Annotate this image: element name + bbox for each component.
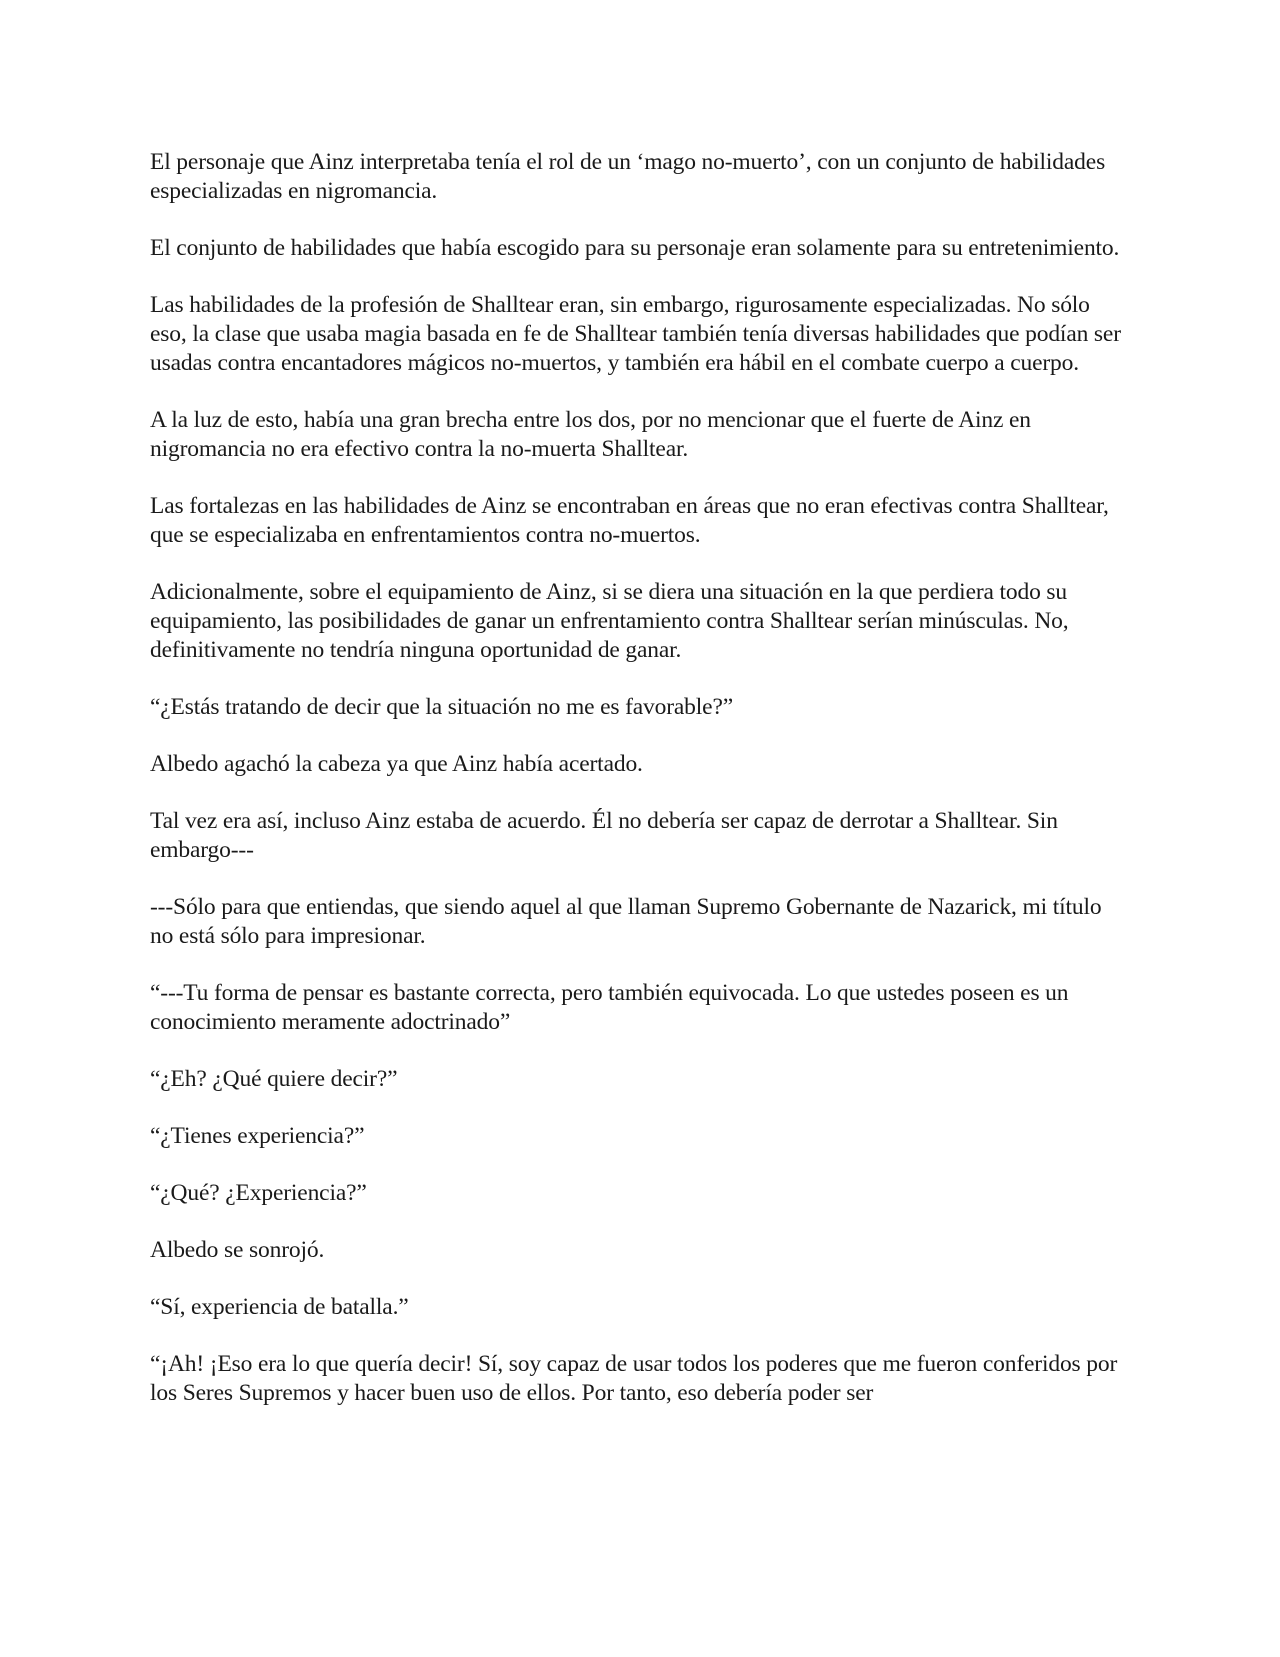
paragraph-8: Albedo agachó la cabeza ya que Ainz había acertado. [150, 751, 643, 777]
paragraph-1: El personaje que Ainz interpretaba tenía el rol de un ‘mago no-muerto’, con un conjunto de habilidades especializadas en nigromancia. [150, 149, 1106, 204]
document-body [150, 148, 1130, 1436]
paragraph-9: Tal vez era así, incluso Ainz estaba de acuerdo. Él no debería ser capaz de derrotar a Shalltear. Sin embargo--- [150, 808, 1058, 863]
paragraph-15: Albedo se sonrojó. [150, 1237, 325, 1263]
paragraph-6: Adicionalmente, sobre el equipamiento de Ainz, si se diera una situación en la que perdiera todo su equipamiento, las posibilidades de ganar un enfrentamiento contra Shalltear serían minúsculas. No, definitivamente no tendría ninguna oportunidad de ganar. [150, 579, 1069, 663]
paragraph-10: ---Sólo para que entiendas, que siendo aquel al que llaman Supremo Gobernante de Nazarick, mi título no está sólo para impresionar. [150, 894, 1102, 949]
paragraph-14: “¿Qué? ¿Experiencia?” [150, 1180, 367, 1206]
paragraph-16: “Sí, experiencia de batalla.” [150, 1294, 409, 1320]
paragraph-17: “¡Ah! ¡Eso era lo que quería decir! Sí, soy capaz de usar todos los poderes que me fueron conferidos por los Seres Supremos y hacer buen uso de ellos. Por tanto, eso debería poder ser [150, 1351, 1118, 1406]
paragraph-12: “¿Eh? ¿Qué quiere decir?” [150, 1066, 398, 1092]
paragraph-7: “¿Estás tratando de decir que la situación no me es favorable?” [150, 694, 734, 720]
paragraph-3: Las habilidades de la profesión de Shalltear eran, sin embargo, rigurosamente especializadas. No sólo eso, la clase que usaba magia basada en fe de Shalltear también tenía diversas habilidades que podían ser usadas contra encantadores mágicos no-muertos, y también era hábil en el combate cuerpo a cuerpo. [150, 292, 1121, 376]
paragraph-5: Las fortalezas en las habilidades de Ainz se encontraban en áreas que no eran efectivas contra Shalltear, que se especializaba en enfrentamientos contra no-muertos. [150, 493, 1109, 548]
paragraph-11: “---Tu forma de pensar es bastante correcta, pero también equivocada. Lo que ustedes poseen es un conocimiento meramente adoctrinado” [150, 980, 1069, 1035]
paragraph-2: El conjunto de habilidades que había escogido para su personaje eran solamente para su entretenimiento. [150, 235, 1120, 261]
paragraph-4: A la luz de esto, había una gran brecha entre los dos, por no mencionar que el fuerte de Ainz en nigromancia no era efectivo contra la no-muerta Shalltear. [150, 407, 1031, 462]
paragraph-13: “¿Tienes experiencia?” [150, 1123, 365, 1149]
